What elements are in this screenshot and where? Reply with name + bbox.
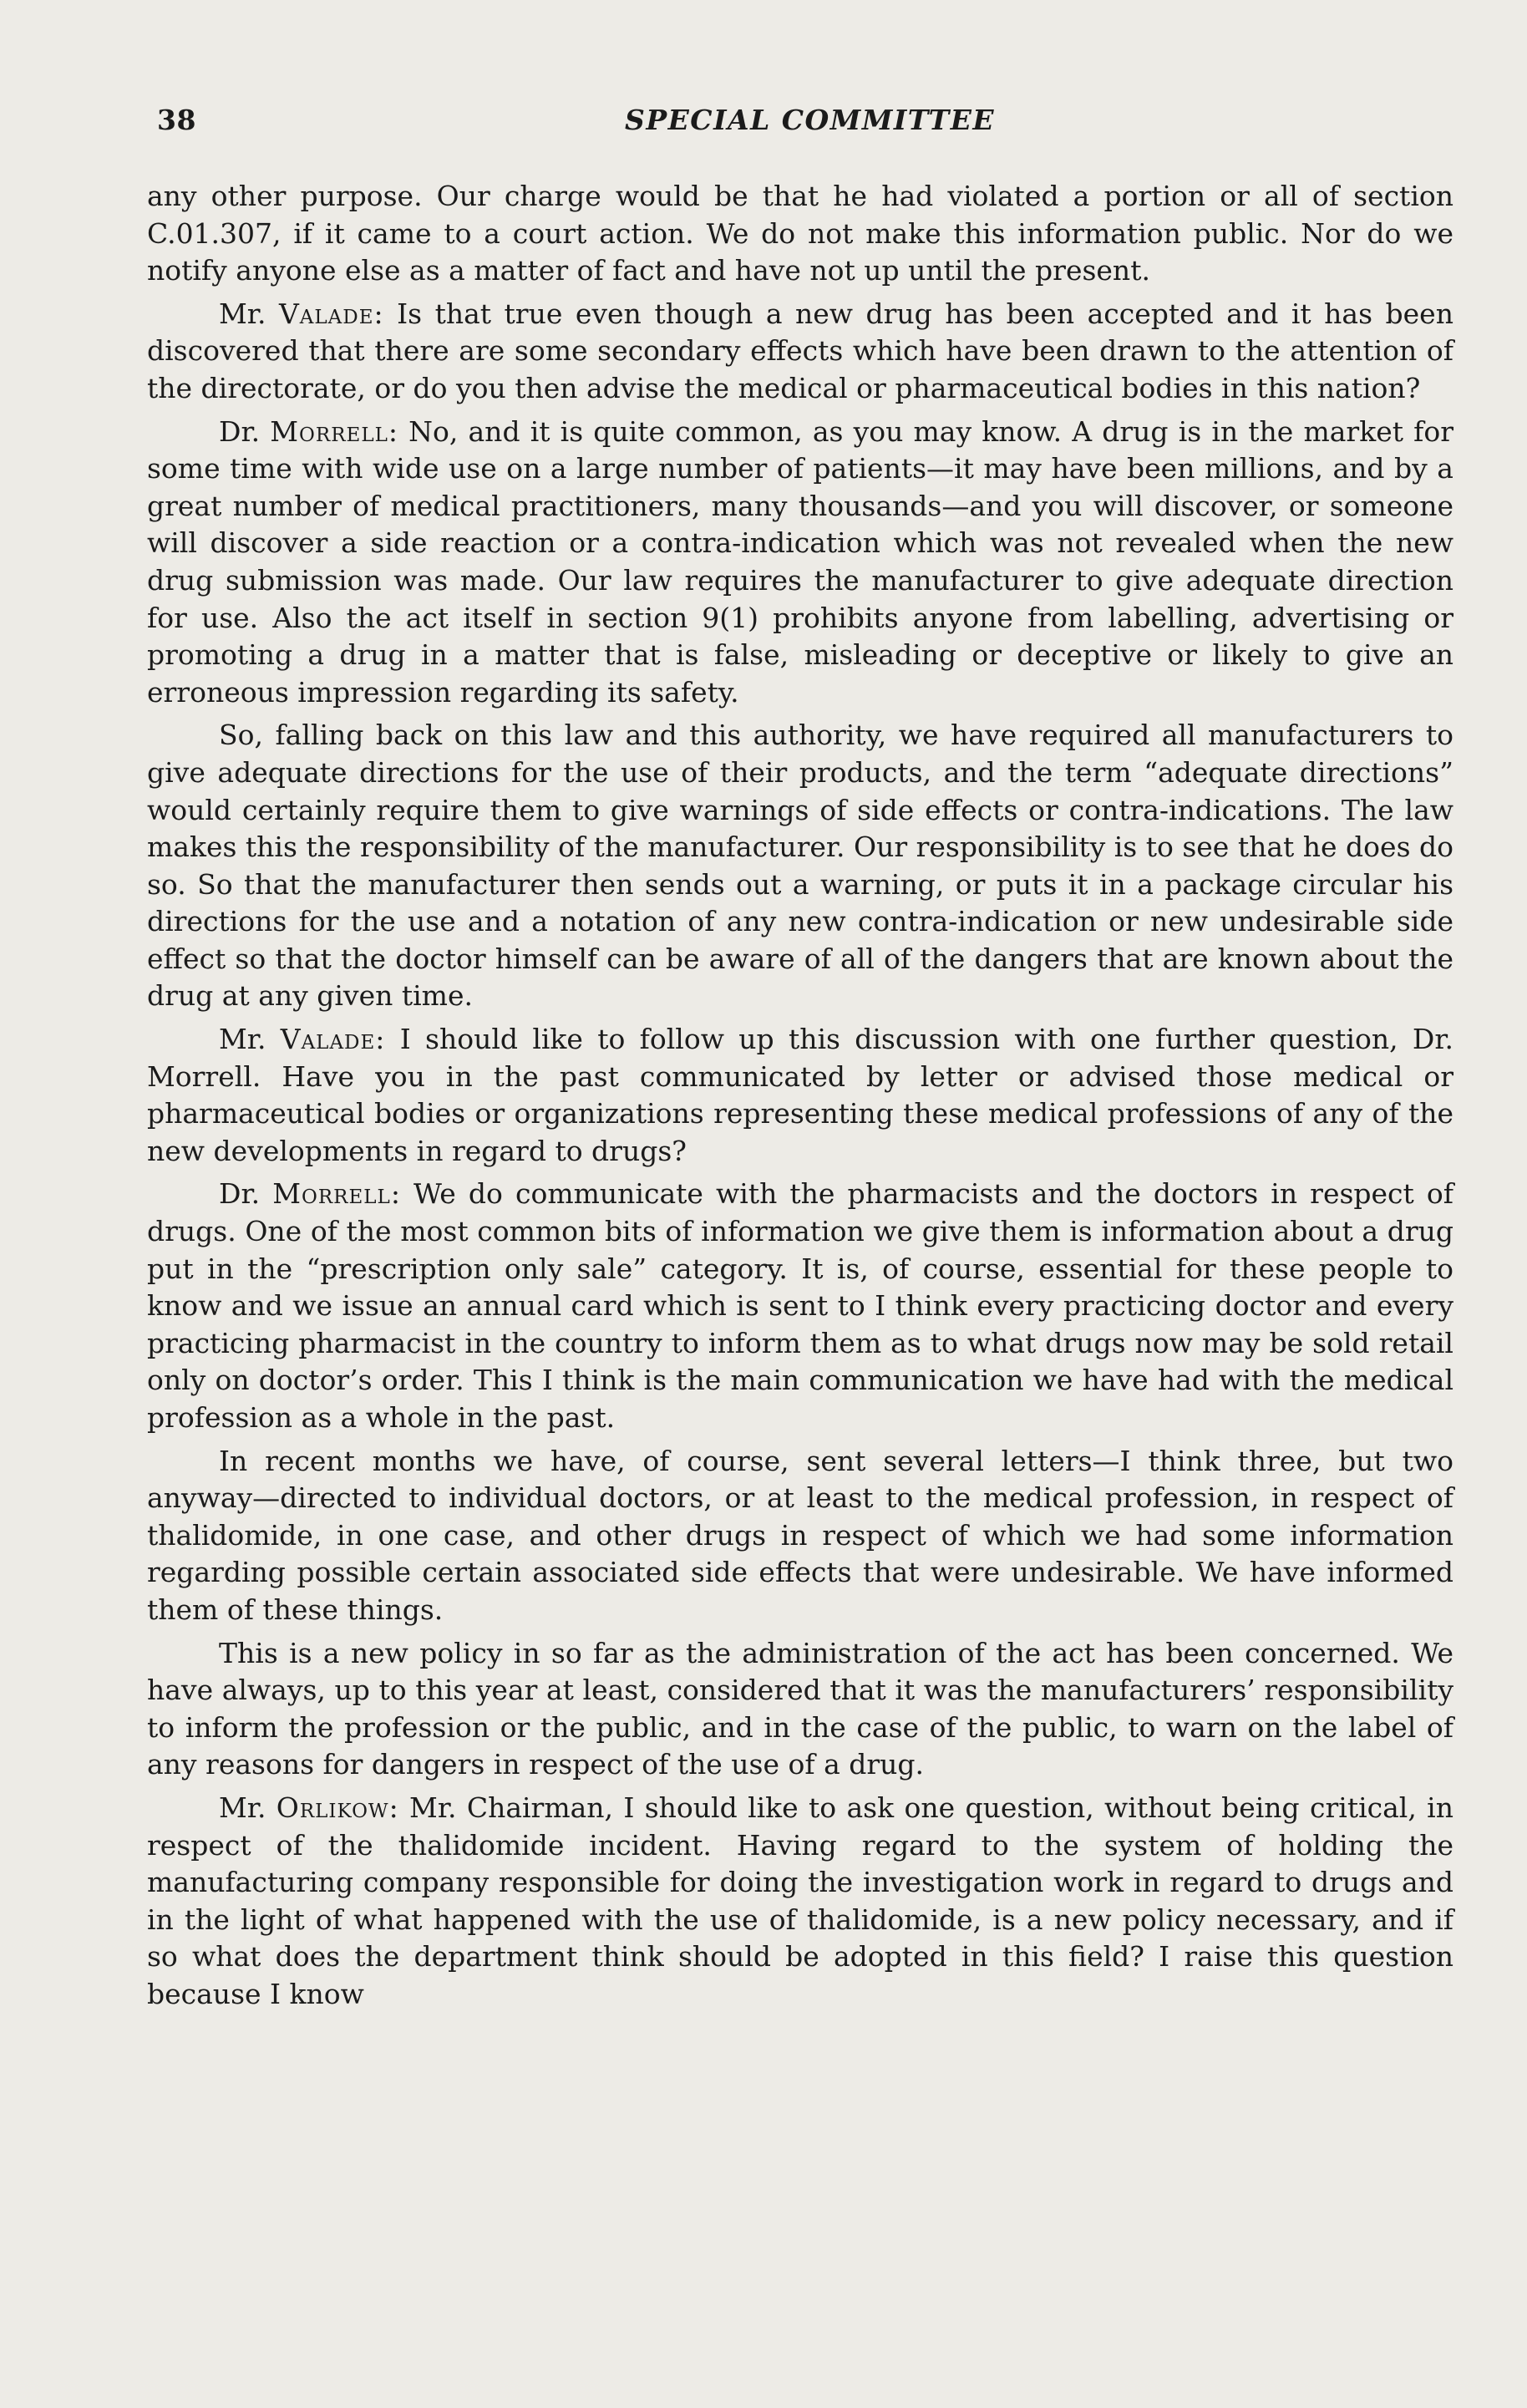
speaker-name: Morrell: — [270, 414, 398, 448]
speech-paragraph — [147, 1176, 1453, 1436]
speaker-name: Morrell: — [272, 1177, 401, 1211]
paragraph-text: So, falling back on this law and this authority, we have required all manufacturers to give adequate directions for the use of their products, and the term “adequate directions” would certainly require them to give warnings of side effects or contra-indications. The law makes this the responsibility of the manufacturer. Our responsibility is to see that he does do so. So that the manufacturer then sends out a warning, or puts it in a package circular his directions for the use and a notation of any new contra-indication or new undesirable side effect so that the doctor himself can be aware of all of the dangers that are known about the drug at any given time. — [147, 719, 1453, 1013]
paragraph-text: any other purpose. Our charge would be that he had violated a portion or all of section C.01.307, if it came to a court action. We do not make this information public. Nor do we notify anyone else as a matter of fact and have not up until the present. — [147, 180, 1453, 287]
speaker-title: Mr. — [219, 297, 266, 330]
paragraph-text: In recent months we have, of course, sent several letters—I think three, but two anyway—directed to individual doctors, or at least to the medical profession, in respect of thalidomide, in one case, and other drugs in respect of which we had some information regarding possible certain associated side effects that were undesirable. We have informed them of these things. — [147, 1444, 1453, 1626]
speaker-title: Mr. — [219, 1023, 266, 1056]
paragraph — [147, 717, 1453, 1015]
running-header — [157, 104, 1460, 145]
speech-paragraph — [147, 1790, 1453, 2014]
paragraph-text: I should like to follow up this discussion with one further question, Dr. Morrell. Have you in the past communicated by letter or advised those medical or pharmaceutical bodies or organizations representing these medical professions of any of the new developments in regard to drugs? — [147, 1023, 1453, 1167]
running-title: SPECIAL COMMITTEE — [625, 104, 996, 136]
speaker-title: Mr. — [219, 1791, 266, 1824]
speaker-title: Dr. — [219, 414, 261, 448]
paragraph — [147, 178, 1453, 290]
speech-paragraph — [147, 1021, 1453, 1170]
speaker-title: Dr. — [219, 1177, 261, 1211]
paragraph — [147, 1443, 1453, 1629]
paragraph-text: No, and it is quite common, as you may know. A drug is in the market for some time with wide use on a large number of patients—it may have been millions, and by a great number of medical practitioners, many thousands—and you will discover, or someone will discover a side reaction or a contra-indication which was not revealed when the new drug submission was made. Our law requires the manufacturer to give adequate direction for use. Also the act itself in section 9(1) prohibits anyone from labelling, advertising or promoting a drug in a matter that is false, misleading or deceptive or likely to give an erroneous impression regarding its safety. — [147, 414, 1453, 709]
body-text — [147, 178, 1453, 2019]
paragraph — [147, 1635, 1453, 1784]
speech-paragraph — [147, 414, 1453, 712]
paragraph-text: We do communicate with the pharmacists and the doctors in respect of drugs. One of the most common bits of information we give them is information about a drug put in the “prescription only sale” category. It is, of course, essential for these people to know and we issue an annual card which is sent to I think every practicing doctor and every practicing pharmacist in the country to inform them as to what drugs now may be sold retail only on doctor’s order. This I think is the main communication we have had with the medical profession as a whole in the past. — [147, 1177, 1453, 1434]
speaker-name: Valade: — [280, 1023, 386, 1056]
paragraph-text: Is that true even though a new drug has been accepted and it has been discovered that there are some secondary effects which have been drawn to the attention of the directorate, or do you then advise the medical or pharmaceutical bodies in this nation? — [147, 297, 1453, 404]
speaker-name: Valade: — [278, 297, 384, 330]
paragraph-text: This is a new policy in so far as the administration of the act has been concerned. We have always, up to this year at least, considered that it was the manufacturers’ responsibility to inform the profession or the public, and in the case of the public, to warn on the label of any reasons for dangers in respect of the use of a drug. — [147, 1636, 1453, 1781]
paragraph-text: Mr. Chairman, I should like to ask one question, without being critical, in respect of the thalidomide incident. Having regard to the system of holding the manufacturing company responsible for doing the investigation work in regard to drugs and in the light of what happened with the use of thalidomide, is a new policy necessary, and if so what does the department think should be adopted in this field? I raise this question because I know — [147, 1791, 1453, 2010]
page-number: 38 — [157, 104, 196, 136]
speaker-name: Orlikow: — [276, 1791, 399, 1824]
speech-paragraph — [147, 296, 1453, 408]
